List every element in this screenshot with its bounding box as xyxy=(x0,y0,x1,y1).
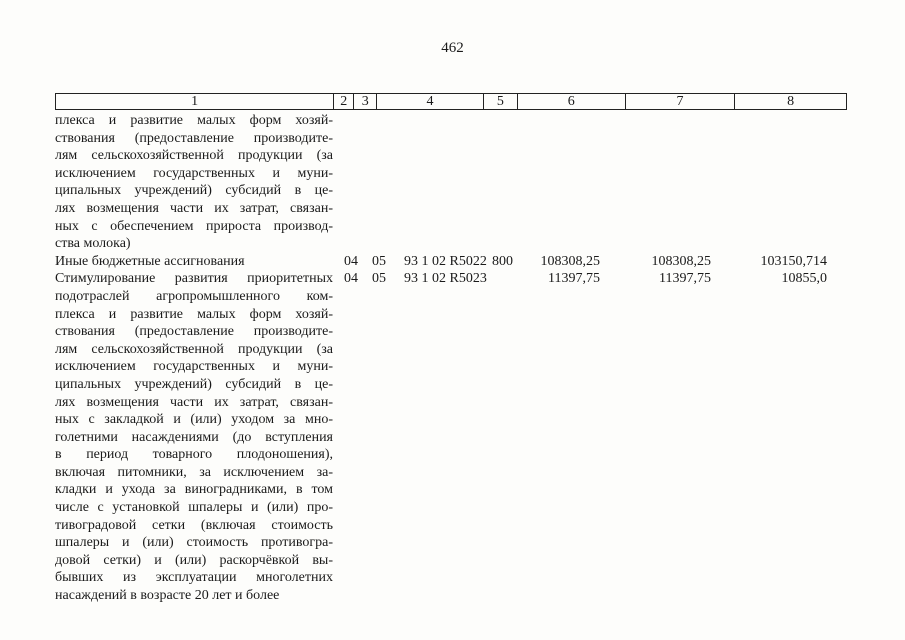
description-line: лях возмещения части их затрат, связан- xyxy=(55,200,333,216)
section-code: 04 xyxy=(344,271,358,287)
description-line: Иные бюджетные ассигнования xyxy=(55,253,245,269)
header-cell-1: 1 xyxy=(56,94,334,109)
amount-col-6: 108308,25 xyxy=(540,253,600,269)
description-line: ципальных учреждений) субсидий в це- xyxy=(55,183,333,199)
description-line: тивоградовой сетки (включая стоимость xyxy=(55,517,333,533)
description-line: исключением государственных и муни- xyxy=(55,359,333,375)
row-description xyxy=(55,253,333,271)
description-line: довой сетки) и (или) раскорчёвкой вы- xyxy=(55,552,333,568)
description-line: исключением государственных и муни- xyxy=(55,165,333,181)
description-line: бывших из эксплуатации многолетних xyxy=(55,570,333,586)
description-line: насаждений в возрасте 20 лет и более xyxy=(55,588,280,604)
amount-col-8: 103150,714 xyxy=(760,253,827,269)
description-line: включая питомники, за исключением за- xyxy=(55,464,333,480)
description-line: ствования (предоставление производите- xyxy=(55,324,333,340)
description-line: ных с закладкой и (или) уходом за мно- xyxy=(55,412,333,428)
header-cell-3: 3 xyxy=(354,94,377,109)
description-line: ципальных учреждений) субсидий в це- xyxy=(55,376,333,392)
table-row xyxy=(55,253,847,271)
description-line: Стимулирование развития приоритетных xyxy=(55,271,333,287)
header-cell-4: 4 xyxy=(377,94,484,109)
description-line: шпалеры и (или) стоимость противогра- xyxy=(55,535,333,551)
description-line: кладки и ухода за виноградниками, в том xyxy=(55,482,333,498)
description-line: плекса и развитие малых форм хозяй- xyxy=(55,306,333,322)
amount-col-7: 108308,25 xyxy=(651,253,711,269)
description-line: лям сельскохозяйственной продукции (за xyxy=(55,148,333,164)
subsection-code: 05 xyxy=(372,271,386,287)
target-article-code: 93 1 02 R5022 xyxy=(404,253,487,269)
row-description xyxy=(55,270,333,604)
header-cell-7: 7 xyxy=(626,94,736,109)
section-code: 04 xyxy=(344,253,358,269)
table-header-row xyxy=(55,93,847,110)
description-line: голетними насаждениями (до вступления xyxy=(55,429,333,445)
subsection-code: 05 xyxy=(372,253,386,269)
description-line: лям сельскохозяйственной продукции (за xyxy=(55,341,333,357)
description-line: в период товарного плодоношения), xyxy=(55,447,333,463)
header-cell-8: 8 xyxy=(787,94,795,109)
table-body xyxy=(55,112,847,605)
amount-col-6: 11397,75 xyxy=(548,271,600,287)
table-row xyxy=(55,112,847,253)
header-cell-5: 5 xyxy=(484,94,518,109)
description-line: плекса и развитие малых форм хозяй- xyxy=(55,113,333,128)
row-description xyxy=(55,112,333,253)
description-line: ных с обеспечением прироста производ- xyxy=(55,218,333,234)
header-cell-6: 6 xyxy=(518,94,626,109)
amount-col-8: 10855,0 xyxy=(781,271,827,287)
description-line: числе с установкой шпалеры и (или) про- xyxy=(55,500,333,516)
header-cell-2: 2 xyxy=(334,94,354,109)
target-article-code: 93 1 02 R5023 xyxy=(404,271,487,287)
amount-col-7: 11397,75 xyxy=(659,271,711,287)
description-line: подотраслей агропромышленного ком- xyxy=(55,288,333,304)
page-number: 462 xyxy=(441,40,464,56)
description-line: лях возмещения части их затрат, связан- xyxy=(55,394,333,410)
description-line: ства молока) xyxy=(55,236,131,252)
expense-type-code: 800 xyxy=(492,253,513,269)
table-row xyxy=(55,270,847,604)
description-line: ствования (предоставление производите- xyxy=(55,130,333,146)
